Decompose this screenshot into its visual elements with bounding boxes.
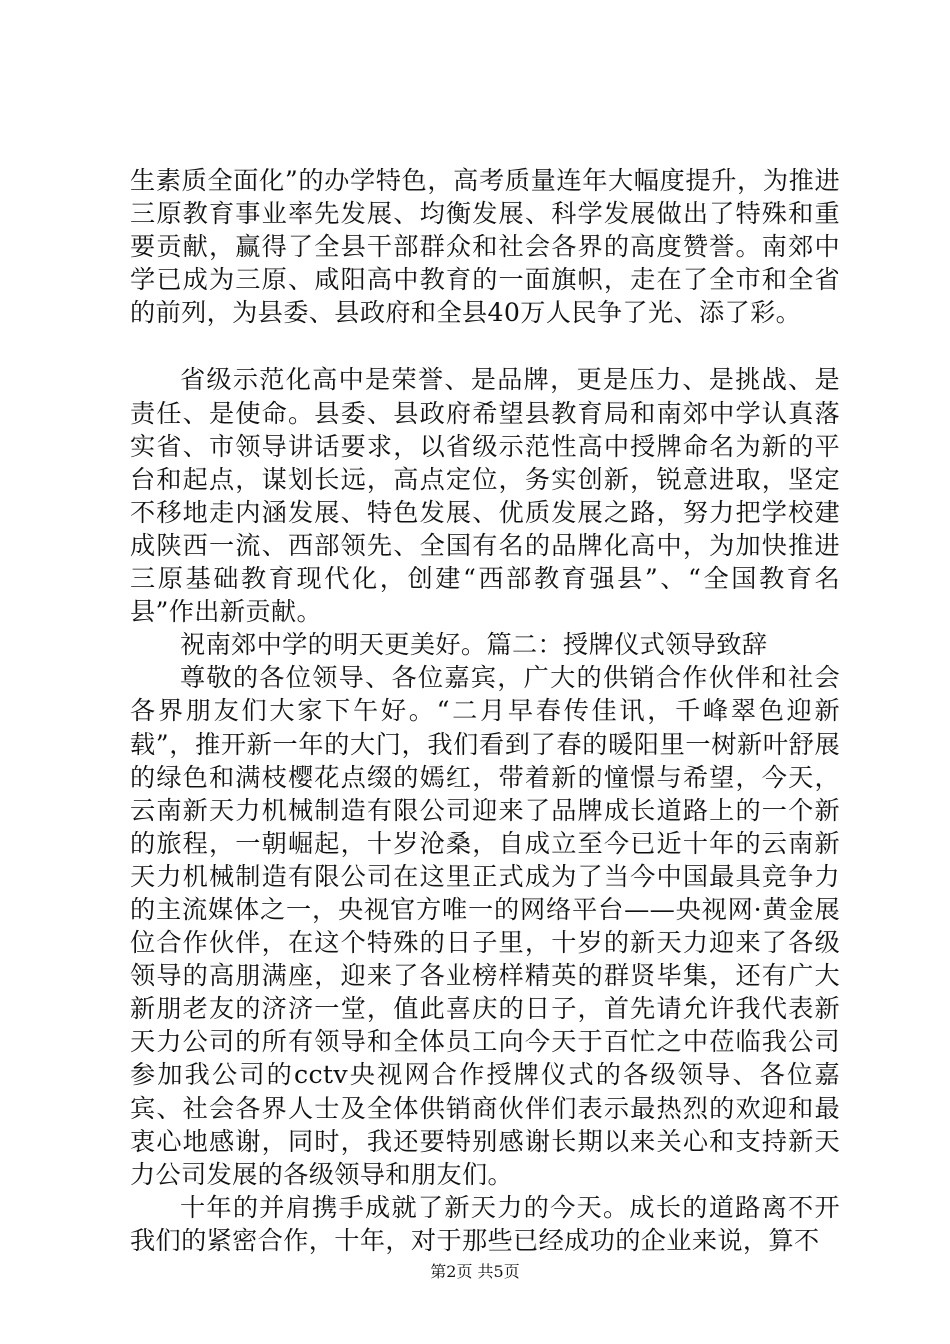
paragraph-1: 生素质全面化”的办学特色，高考质量连年大幅度提升，为推进三原教育事业率先发展、均衡发展、科学发展做出了特殊和重要贡献，赢得了全县干部群众和社会各界的高度赞誉。南郊中学已成为三原、咸阳高中教育的一面旗帜，走在了全市和全省的前列，为县委、县政府和全县40万人民争了光、添了彩。 bbox=[130, 166, 840, 328]
paragraph-4: 尊敬的各位领导、各位嘉宾，广大的供销合作伙伴和社会各界朋友们大家下午好。“二月早春传佳讯，千峰翠色迎新载”，推开新一年的大门，我们看到了春的暖阳里一树新叶舒展的绿色和满枝樱花点缀的嫣红，带着新的憧憬与希望，今天，云南新天力机械制造有限公司迎来了品牌成长道路上的一个新的旅程，一朝崛起，十岁沧桑，自成立至今已近十年的云南新天力机械制造有限公司在这里正式成为了当今中国最具竞争力的主流媒体之一，央视官方唯一的网络平台——央视网·黄金展位合作伙伴，在这个特殊的日子里，十岁的新天力迎来了各级领导的高朋满座，迎来了各业榜样精英的群贤毕集，还有广大新朋老友的济济一堂，值此喜庆的日子，首先请允许我代表新天力公司的所有领导和全体员工向今天于百忙之中莅临我公司参加我公司的cctv央视网合作授牌仪式的各级领导、各位嘉宾、社会各界人士及全体供销商伙伴们表示最热烈的欢迎和最衷心地感谢，同时，我还要特别感谢长期以来关心和支持新天力公司发展的各级领导和朋友们。 bbox=[130, 663, 840, 1189]
paragraph-2: 省级示范化高中是荣誉、是品牌，更是压力、是挑战、是责任、是使命。县委、县政府希望县教育局和南郊中学认真落实省、市领导讲话要求，以省级示范性高中授牌命名为新的平台和起点，谋划长远，高点定位，务实创新，锐意进取，坚定不移地走内涵发展、特色发展、优质发展之路，努力把学校建成陕西一流、西部领先、全国有名的品牌化高中，为加快推进三原基础教育现代化，创建“西部教育强县”、“全国教育名县”作出新贡献。 bbox=[130, 365, 840, 627]
paragraph-5: 十年的并肩携手成就了新天力的今天。成长的道路离不开我们的紧密合作，十年，对于那些已经成功的企业来说，算不 bbox=[130, 1192, 840, 1255]
page-number-footer: 第2页 共5页 bbox=[430, 1262, 520, 1281]
paragraph-3: 祝南郊中学的明天更美好。篇二：授牌仪式领导致辞 bbox=[180, 630, 768, 660]
document-body bbox=[130, 164, 840, 1257]
